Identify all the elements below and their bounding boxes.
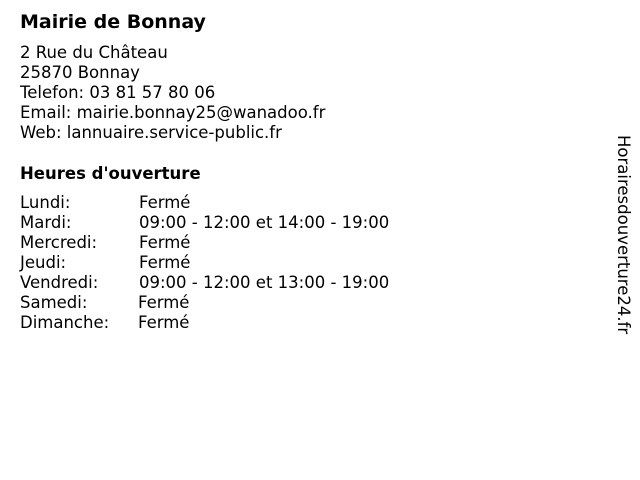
hours-time: 09:00 - 12:00 et 14:00 - 19:00 bbox=[139, 213, 390, 232]
hours-time: Fermé bbox=[139, 193, 191, 212]
address-block bbox=[20, 43, 325, 143]
hours-day: Dimanche: bbox=[20, 313, 110, 332]
hours-time: Fermé bbox=[138, 293, 190, 312]
hours-time: 09:00 - 12:00 et 13:00 - 19:00 bbox=[139, 273, 390, 292]
hours-day: Mercredi: bbox=[20, 233, 98, 252]
hours-heading: Heures d'ouverture bbox=[20, 164, 201, 183]
hours-day: Jeudi: bbox=[20, 253, 67, 272]
address-web: Web: lannuaire.service-public.fr bbox=[20, 123, 282, 142]
hours-day: Lundi: bbox=[20, 193, 71, 212]
address-street: 2 Rue du Château bbox=[20, 43, 168, 62]
page-title: Mairie de Bonnay bbox=[20, 11, 206, 33]
hours-time: Fermé bbox=[139, 233, 191, 252]
hours-day: Samedi: bbox=[20, 293, 88, 312]
hours-day: Vendredi: bbox=[20, 273, 99, 292]
address-email: Email: mairie.bonnay25@wanadoo.fr bbox=[20, 103, 326, 122]
hours-day: Mardi: bbox=[20, 213, 72, 232]
address-city: 25870 Bonnay bbox=[20, 63, 140, 82]
hours-time: Fermé bbox=[138, 313, 190, 332]
site-watermark: Horairesdouverture24.fr bbox=[614, 135, 633, 335]
hours-time: Fermé bbox=[139, 253, 191, 272]
address-phone: Telefon: 03 81 57 80 06 bbox=[20, 83, 216, 102]
